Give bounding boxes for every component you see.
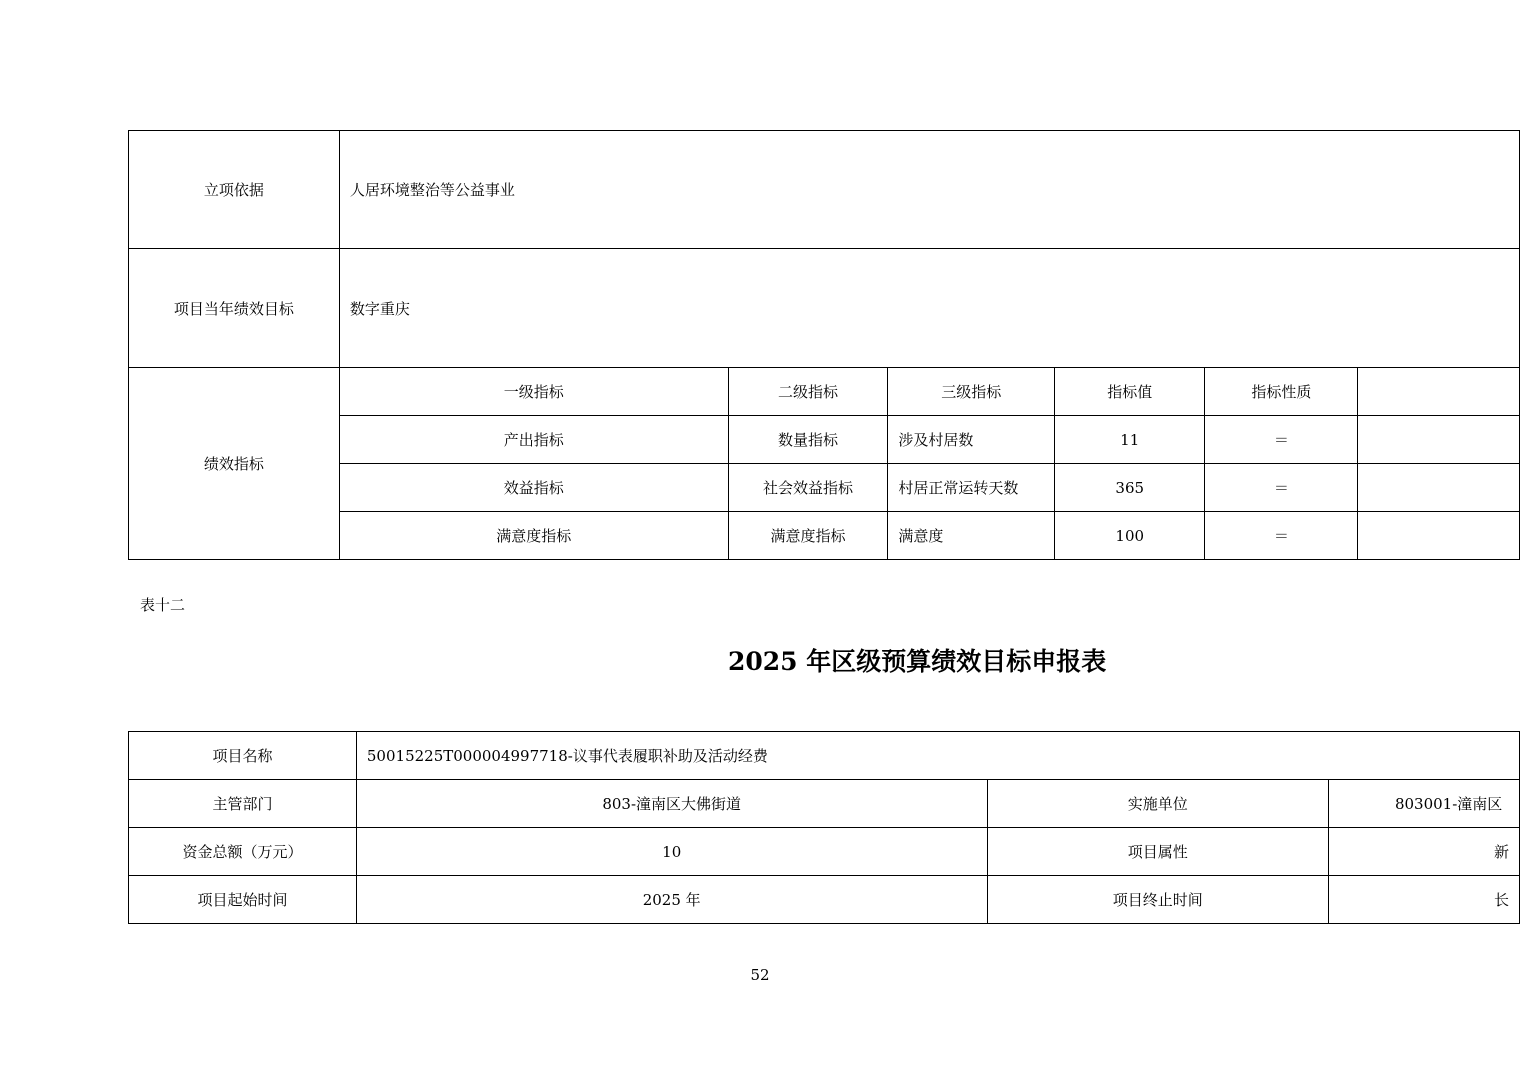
level2-cell: 社会效益指标 (728, 464, 888, 512)
header-cell: 指标值 (1055, 368, 1205, 416)
basis-value: 人居环境整治等公益事业 (339, 131, 1519, 249)
page-number: 52 (750, 966, 770, 984)
nature-cell: ＝ (1205, 464, 1358, 512)
header-cell-overflow (1358, 368, 1520, 416)
level1-cell: 产出指标 (339, 416, 728, 464)
header-cell: 三级指标 (888, 368, 1055, 416)
level1-cell: 效益指标 (339, 464, 728, 512)
value-cell: 100 (1055, 512, 1205, 560)
overflow-cell (1358, 416, 1520, 464)
overflow-cell (1358, 512, 1520, 560)
value-cell: 11 (1055, 416, 1205, 464)
header-cell: 指标性质 (1205, 368, 1358, 416)
table-number-label: 表十二 (140, 596, 186, 614)
table-row (129, 828, 1520, 876)
page-title: 2025 年区级预算绩效目标申报表 (728, 647, 1107, 676)
nature-cell: ＝ (1205, 416, 1358, 464)
project-info-table (128, 731, 1520, 924)
nature-cell: ＝ (1205, 512, 1358, 560)
goal-label: 项目当年绩效目标 (129, 249, 340, 368)
indicators-label: 绩效指标 (129, 368, 340, 560)
level2-cell: 数量指标 (728, 416, 888, 464)
basis-label: 立项依据 (129, 131, 340, 249)
project-name-value: 50015225T000004997718-议事代表履职补助及活动经费 (356, 732, 1519, 780)
project-name-label: 项目名称 (129, 732, 357, 780)
fund-value: 10 (356, 828, 987, 876)
impl-value: 803001-潼南区 (1328, 780, 1519, 828)
level1-cell: 满意度指标 (339, 512, 728, 560)
start-value: 2025 年 (356, 876, 987, 924)
performance-table (128, 130, 1520, 560)
fund-label: 资金总额（万元） (129, 828, 357, 876)
goal-value: 数字重庆 (339, 249, 1519, 368)
value-cell: 365 (1055, 464, 1205, 512)
overflow-cell (1358, 464, 1520, 512)
level3-cell: 满意度 (888, 512, 1055, 560)
level2-cell: 满意度指标 (728, 512, 888, 560)
level3-cell: 涉及村居数 (888, 416, 1055, 464)
dept-label: 主管部门 (129, 780, 357, 828)
table-row (129, 876, 1520, 924)
attr-label: 项目属性 (987, 828, 1328, 876)
header-cell: 二级指标 (728, 368, 888, 416)
impl-label: 实施单位 (987, 780, 1328, 828)
attr-value: 新 (1328, 828, 1519, 876)
header-cell: 一级指标 (339, 368, 728, 416)
table-row (129, 732, 1520, 780)
start-label: 项目起始时间 (129, 876, 357, 924)
indicator-header-row (129, 368, 1520, 416)
end-value: 长 (1328, 876, 1519, 924)
end-label: 项目终止时间 (987, 876, 1328, 924)
level3-cell: 村居正常运转天数 (888, 464, 1055, 512)
dept-value: 803-潼南区大佛街道 (356, 780, 987, 828)
table-row (129, 780, 1520, 828)
